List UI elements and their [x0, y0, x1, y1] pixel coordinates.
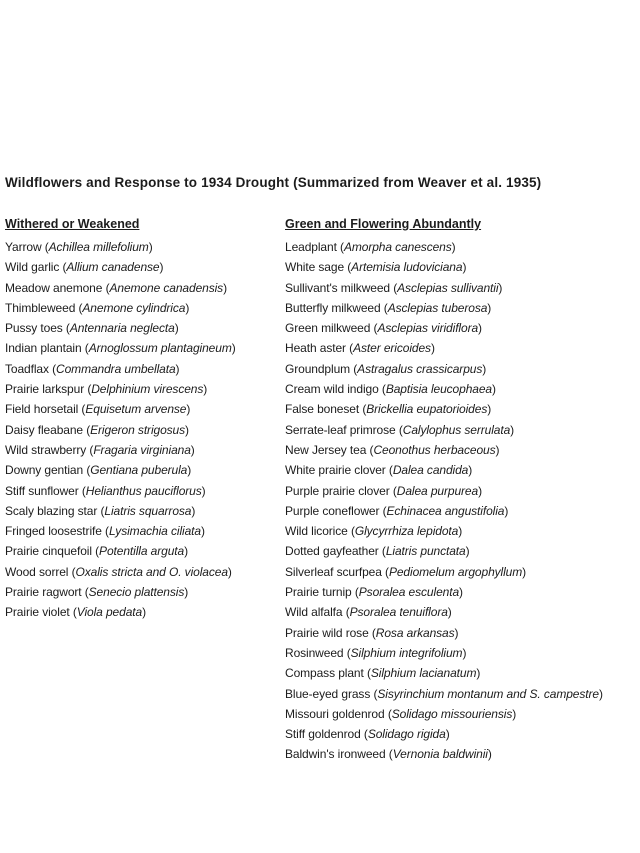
list-item: Compass plant (Silphium lacianatum) [285, 666, 481, 681]
latin-name: Viola pedata [76, 605, 143, 620]
latin-name: Ceonothus herbaceous [373, 442, 496, 457]
latin-name: Asclepias viridiflora [377, 321, 479, 336]
column-header-withered: Withered or Weakened [5, 217, 140, 231]
latin-name: Dalea purpurea [396, 483, 479, 498]
list-item: Heath aster (Aster ericoides) [285, 341, 435, 356]
latin-name: Antennaria neglecta [69, 321, 175, 336]
latin-name: Arnoglossum plantagineum [88, 341, 232, 356]
list-item: Rosinweed (Silphium integrifolium) [285, 645, 467, 660]
latin-name: Solidago rigida [367, 727, 446, 742]
latin-name: Silphium integrifolium [350, 645, 463, 660]
list-item: Leadplant (Amorpha canescens) [285, 240, 456, 254]
list-item: Green milkweed (Asclepias viridiflora) [285, 321, 482, 336]
latin-name: Artemisia ludoviciana [351, 260, 463, 275]
latin-name: Psoralea tenuiflora [349, 605, 448, 620]
list-item: Prairie turnip (Psoralea esculenta) [285, 585, 463, 600]
list-item: White prairie clover (Dalea candida) [285, 463, 473, 478]
list-item: Serrate-leaf primrose (Calylophus serrulata) [285, 422, 515, 437]
latin-name: Rosa arkansas [375, 625, 455, 640]
list-item: Silverleaf scurfpea (Pediomelum argophyllum) [285, 564, 527, 579]
latin-name: Delphinium virescens [91, 382, 204, 397]
list-item: Yarrow (Achillea millefolium) [5, 240, 153, 254]
latin-name: Lysimachia ciliata [108, 524, 201, 539]
latin-name: Aster ericoides [353, 341, 431, 356]
list-item: Daisy fleabane (Erigeron strigosus) [5, 422, 189, 437]
latin-name: Fragaria virginiana [93, 442, 191, 457]
latin-name: Dalea candida [392, 463, 469, 478]
latin-name: Gentiana puberula [90, 463, 188, 478]
latin-name: Silphium lacianatum [370, 666, 477, 681]
latin-name: Senecio plattensis [88, 585, 185, 600]
latin-name: Potentilla arguta [99, 544, 185, 559]
latin-name: Equisetum arvense [85, 402, 187, 417]
two-column-list [5, 215, 638, 765]
latin-name: Echinacea angustifolia [386, 503, 505, 518]
list-item: Purple prairie clover (Dalea purpurea) [285, 483, 482, 498]
column-header-green-flowering: Green and Flowering Abundantly [285, 217, 482, 231]
latin-name: Glycyrrhiza lepidota [354, 524, 459, 539]
list-item: Purple coneflower (Echinacea angustifolia) [285, 503, 509, 518]
page-title: Wildflowers and Response to 1934 Drought (Summarized from Weaver et al. 1935) [5, 175, 542, 190]
list-item: Cream wild indigo (Baptisia leucophaea) [285, 382, 496, 397]
list-item: New Jersey tea (Ceonothus herbaceous) [285, 442, 500, 457]
list-item: Prairie violet (Viola pedata) [5, 605, 146, 620]
list-item: False boneset (Brickellia eupatorioides) [285, 402, 492, 417]
latin-name: Astragalus crassicarpus [357, 361, 483, 376]
list-item: Sullivant's milkweed (Asclepias sullivantii) [285, 280, 503, 295]
list-item: Scaly blazing star (Liatris squarrosa) [5, 503, 196, 518]
latin-name: Achillea millefolium [48, 240, 149, 254]
list-item: Pussy toes (Antennaria neglecta) [5, 321, 179, 336]
latin-name: Sisyrinchium montanum and S. campestre [377, 686, 599, 701]
list-item: White sage (Artemisia ludoviciana) [285, 260, 467, 275]
list-item: Prairie cinquefoil (Potentilla arguta) [5, 544, 188, 559]
list-item: Wild alfalfa (Psoralea tenuiflora) [285, 605, 452, 620]
list-item: Prairie larkspur (Delphinium virescens) [5, 382, 208, 397]
list-item: Fringed loosestrife (Lysimachia ciliata) [5, 524, 205, 539]
withered-item-list [5, 237, 285, 623]
list-item: Dotted gayfeather (Liatris punctata) [285, 544, 470, 559]
list-item: Toadflax (Commandra umbellata) [5, 361, 180, 376]
latin-name: Solidago missouriensis [391, 706, 513, 721]
latin-name: Vernonia baldwinii [392, 747, 488, 762]
latin-name: Allium canadense [66, 260, 160, 275]
latin-name: Pediomelum argophyllum [388, 564, 523, 579]
list-item: Wild licorice (Glycyrrhiza lepidota) [285, 524, 463, 539]
latin-name: Amorpha canescens [343, 240, 452, 254]
document-content [5, 176, 638, 765]
latin-name: Liatris punctata [385, 544, 466, 559]
list-item: Indian plantain (Arnoglossum plantagineum) [5, 341, 236, 356]
list-item: Thimbleweed (Anemone cylindrica) [5, 300, 190, 315]
latin-name: Calylophus serrulata [402, 422, 511, 437]
list-item: Wild strawberry (Fragaria virginiana) [5, 442, 195, 457]
latin-name: Baptisia leucophaea [385, 382, 492, 397]
latin-name: Anemone canadensis [109, 280, 224, 295]
latin-name: Brickellia eupatorioides [366, 402, 488, 417]
latin-name: Asclepias tuberosa [387, 300, 488, 315]
list-item: Groundplum (Astragalus crassicarpus) [285, 361, 487, 376]
list-item: Missouri goldenrod (Solidago missouriensis) [285, 706, 517, 721]
latin-name: Helianthus pauciflorus [85, 483, 202, 498]
latin-name: Liatris squarrosa [104, 503, 192, 518]
list-item: Blue-eyed grass (Sisyrinchium montanum and S. campestre) [285, 686, 603, 701]
list-item: Downy gentian (Gentiana puberula) [5, 463, 192, 478]
latin-name: Psoralea esculenta [358, 585, 460, 600]
list-item: Prairie wild rose (Rosa arkansas) [285, 625, 459, 640]
column-green-flowering [285, 215, 638, 765]
list-item: Stiff sunflower (Helianthus pauciflorus) [5, 483, 206, 498]
list-item: Stiff goldenrod (Solidago rigida) [285, 727, 450, 742]
column-withered [5, 215, 285, 765]
list-item: Wild garlic (Allium canadense) [5, 260, 164, 275]
list-item: Meadow anemone (Anemone canadensis) [5, 280, 227, 295]
latin-name: Anemone cylindrica [82, 300, 186, 315]
list-item: Field horsetail (Equisetum arvense) [5, 402, 191, 417]
green-flowering-item-list [285, 237, 638, 765]
latin-name: Erigeron strigosus [90, 422, 186, 437]
list-item: Baldwin's ironweed (Vernonia baldwinii) [285, 747, 492, 762]
list-item: Prairie ragwort (Senecio plattensis) [5, 585, 189, 600]
latin-name: Commandra umbellata [56, 361, 176, 376]
list-item: Wood sorrel (Oxalis stricta and O. violacea) [5, 564, 232, 579]
list-item: Butterfly milkweed (Asclepias tuberosa) [285, 300, 492, 315]
latin-name: Oxalis stricta and O. violacea [75, 564, 228, 579]
latin-name: Asclepias sullivantii [397, 280, 499, 295]
